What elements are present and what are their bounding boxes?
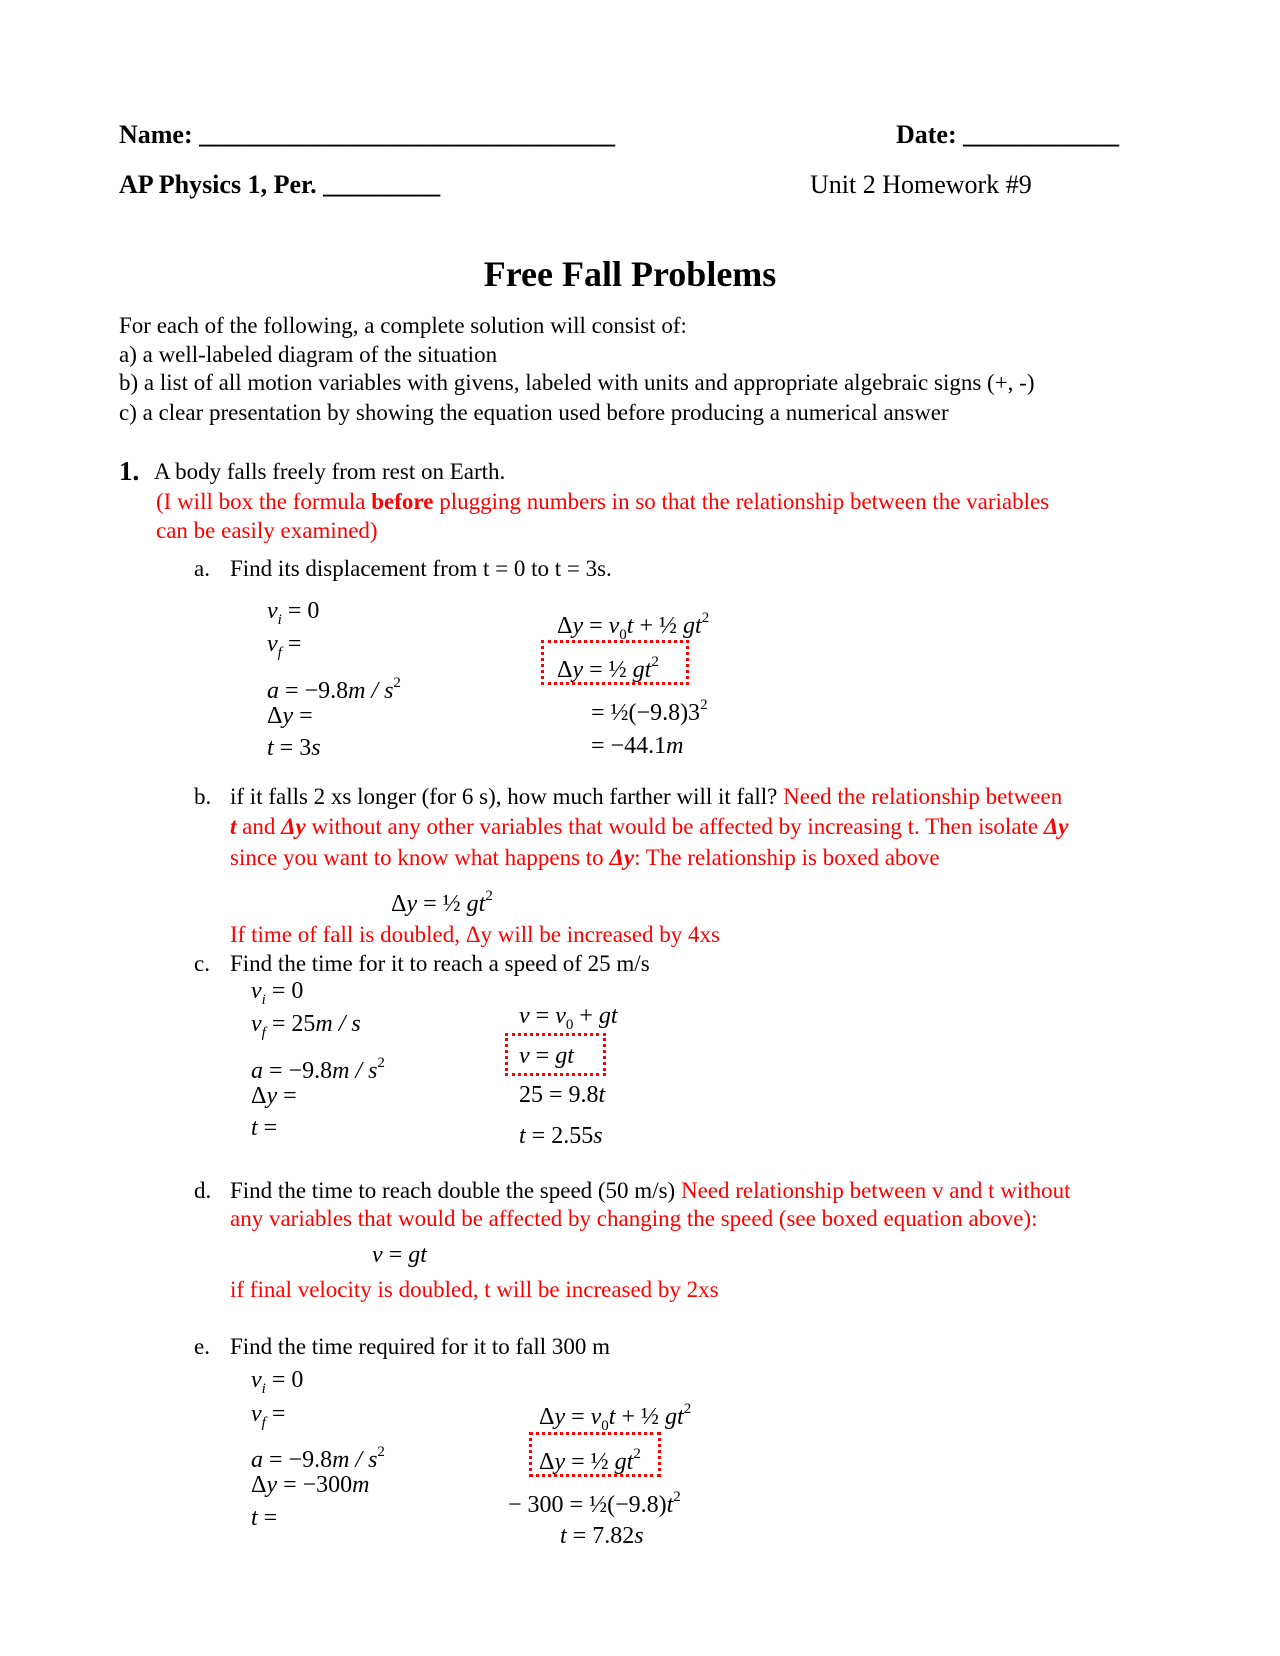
text-segment: v (590, 1404, 602, 1430)
given-dy (251, 1081, 297, 1111)
text-segment: If time of fall is doubled, Δy will be increased by 4xs (230, 922, 721, 947)
work-substitution (519, 1080, 605, 1110)
work-answer (519, 1121, 603, 1151)
text-segment: 2 (377, 1055, 385, 1071)
given-vf (251, 1009, 361, 1048)
text-segment: = (293, 703, 313, 729)
text-segment: = (529, 1043, 556, 1069)
assignment-label: Unit 2 Homework #9 (810, 170, 1032, 199)
text-segment: Δ (391, 891, 407, 917)
text-segment: any variables that would be affected by changing the speed (see boxed equation above): (230, 1206, 1038, 1231)
text-segment: Δy (609, 845, 635, 870)
page-title: Free Fall Problems (483, 254, 777, 294)
text-segment: 25 = 9.8 (519, 1082, 599, 1108)
text-segment: gt (665, 1404, 684, 1430)
text-segment: v (555, 1003, 566, 1029)
text-segment: gt (408, 1242, 427, 1268)
text-segment: without any other variables that would be affected by increasing t. Then isolate (305, 814, 1044, 839)
given-t (267, 733, 321, 763)
text-segment: can be easily examined) (156, 518, 378, 543)
text-segment: Find the time to reach double the speed (50 m/s) (230, 1178, 681, 1203)
text-segment: m / s (315, 1011, 361, 1037)
part-letter: a. (194, 556, 210, 581)
course-label: AP Physics 1, Per. (119, 170, 317, 199)
boxed-equation (539, 1439, 641, 1477)
text-segment: 2 (700, 697, 708, 713)
work-answer (591, 731, 683, 761)
intro-line: b) a list of all motion variables with givens, labeled with units and appropriate algebraic signs (+, -) (119, 370, 1035, 395)
name-label: Name: (119, 120, 193, 149)
intro-line: a) a well-labeled diagram of the situation (119, 342, 498, 367)
text-segment: = (281, 631, 302, 657)
part-letter: c. (194, 951, 210, 976)
part-b-line (230, 782, 1062, 812)
text-segment: = 7.82 (566, 1523, 635, 1549)
text-segment: v (372, 1242, 383, 1268)
part-b-line (230, 812, 1069, 842)
part-a-question: Find its displacement from t = 0 to t = 3s. (230, 556, 612, 581)
text-segment: if it falls 2 xs longer (for 6 s), how much farther will it fall? (230, 784, 784, 809)
given-vf (251, 1399, 285, 1438)
text-segment: = 0 (265, 1367, 304, 1393)
part-b-line (230, 843, 940, 873)
course-field[interactable] (119, 170, 440, 200)
name-blank[interactable]: ________________________________ (199, 120, 616, 149)
text-segment: + ½ (633, 613, 684, 639)
text-segment: Δ (539, 1449, 555, 1475)
text-segment: Need relationship between v and t without (680, 1178, 1071, 1203)
text-segment: s (634, 1523, 644, 1549)
text-segment: gt (683, 613, 702, 639)
text-segment: = (565, 1404, 591, 1430)
text-segment: i (261, 1381, 266, 1397)
text-segment: 2 (633, 1446, 641, 1462)
text-segment: t (626, 613, 634, 639)
text-segment: t (251, 1505, 258, 1531)
name-field[interactable] (119, 120, 615, 150)
text-segment: Need the relationship between (783, 784, 1063, 809)
text-segment: = 3 (273, 735, 312, 761)
text-segment: y (266, 1083, 278, 1109)
date-field[interactable] (896, 120, 1119, 150)
work-substitution (508, 1482, 681, 1520)
text-segment: = 2.55 (525, 1123, 594, 1149)
part-b-conclusion (230, 920, 720, 950)
text-segment: before (371, 489, 434, 514)
text-segment: since you want to know what happens to (230, 845, 610, 870)
text-segment: = ½ (583, 657, 633, 683)
text-segment: t (519, 1123, 526, 1149)
text-segment: 2 (683, 1401, 692, 1417)
part-letter: b. (194, 784, 212, 809)
part-e-question: Find the time required for it to fall 300 m (230, 1334, 611, 1359)
text-segment: 2 (673, 1489, 681, 1505)
text-segment: (I will box the formula (156, 489, 372, 514)
text-segment: t (608, 1404, 616, 1430)
given-dy (267, 701, 313, 731)
text-segment: v (251, 1367, 262, 1393)
text-segment: t (560, 1523, 567, 1549)
text-segment: y (406, 891, 418, 917)
text-segment: 2 (701, 610, 710, 626)
text-segment: 0 (619, 627, 627, 643)
text-segment: v (608, 613, 620, 639)
intro-line: c) a clear presentation by showing the equation used before producing a numerical answer (119, 400, 949, 425)
text-segment: = −300 (277, 1472, 353, 1498)
text-segment: = −9.8 (263, 1447, 333, 1473)
text-segment: m / s (348, 678, 394, 704)
part-d-equation (372, 1240, 427, 1270)
text-segment: t (251, 1115, 258, 1141)
text-segment: gt (598, 1003, 618, 1029)
text-segment: + ½ (615, 1404, 666, 1430)
text-segment: a (251, 1058, 263, 1084)
text-segment: 2 (651, 654, 659, 670)
text-segment: y (266, 1472, 278, 1498)
text-segment: = (265, 1401, 286, 1427)
text-segment: = (257, 1505, 278, 1531)
text-segment: Δ (251, 1472, 267, 1498)
text-segment: y (572, 613, 584, 639)
text-segment: Δ (557, 657, 573, 683)
text-segment: y (572, 657, 584, 683)
text-segment: = −9.8 (279, 678, 349, 704)
text-segment: i (261, 992, 266, 1008)
text-segment: Δ (557, 613, 573, 639)
text-segment: Δ (251, 1083, 267, 1109)
work-answer (560, 1521, 644, 1551)
part-letter: d. (194, 1178, 212, 1203)
text-segment: Δy (1043, 814, 1069, 839)
text-segment: − 300 = ½(−9.8) (508, 1492, 667, 1518)
given-t (251, 1503, 277, 1533)
part-d-line (230, 1204, 1037, 1234)
part-b-equation (391, 881, 493, 919)
text-segment: y (554, 1449, 566, 1475)
period-blank[interactable]: _________ (323, 170, 441, 199)
text-segment: = −9.8 (263, 1058, 333, 1084)
text-segment: y (282, 703, 294, 729)
text-segment: f (277, 645, 282, 661)
text-segment: = (277, 1083, 297, 1109)
text-segment: v (267, 598, 278, 624)
text-segment: a (251, 1447, 263, 1473)
given-vf (267, 629, 301, 668)
text-segment: f (261, 1025, 266, 1041)
text-segment: = ½(−9.8)3 (591, 700, 701, 726)
text-segment: v (251, 978, 262, 1004)
text-segment: gt (466, 891, 486, 917)
text-segment: s (593, 1123, 603, 1149)
text-segment: v (251, 1011, 262, 1037)
part-letter: e. (194, 1334, 210, 1359)
text-segment: Δ (267, 703, 283, 729)
text-segment: 2 (485, 888, 493, 904)
part-c-question: Find the time for it to reach a speed of 25 m/s (230, 951, 650, 976)
text-segment: v (267, 631, 278, 657)
text-segment: = ½ (565, 1449, 615, 1475)
problem-prompt: A body falls freely from rest on Earth. (154, 459, 506, 484)
text-segment: t (598, 1082, 606, 1108)
text-segment: y (554, 1404, 566, 1430)
text-segment: v (519, 1043, 530, 1069)
text-segment: gt (555, 1043, 574, 1069)
text-segment: = 0 (281, 598, 320, 624)
problem-number: 1. (119, 456, 140, 486)
date-label: Date: (896, 120, 957, 149)
part-d-line (230, 1176, 1071, 1206)
teacher-note (156, 516, 378, 546)
work-substitution (591, 690, 708, 728)
text-segment: = (257, 1115, 278, 1141)
text-segment: Δy (281, 814, 306, 839)
given-dy (251, 1470, 370, 1500)
text-segment: gt (614, 1449, 634, 1475)
text-segment: + (573, 1003, 599, 1029)
text-segment: v (251, 1401, 262, 1427)
date-blank[interactable]: ____________ (963, 120, 1120, 149)
text-segment: 0 (565, 1017, 574, 1033)
text-segment: = (382, 1242, 409, 1268)
text-segment: t (230, 814, 237, 839)
text-segment: : The relationship is boxed above (634, 845, 940, 870)
text-segment: 2 (377, 1444, 385, 1460)
boxed-equation (557, 647, 659, 685)
text-segment: s (311, 735, 321, 761)
text-segment: = −44.1 (591, 733, 667, 759)
text-segment: and (236, 814, 282, 839)
text-segment: = 25 (265, 1011, 316, 1037)
text-segment: = ½ (417, 891, 467, 917)
boxed-equation (519, 1041, 574, 1071)
text-segment: 2 (393, 675, 401, 691)
intro-line: For each of the following, a complete solution will consist of: (119, 313, 687, 338)
text-segment: m (666, 733, 684, 759)
text-segment: plugging numbers in so that the relationship between the variables (433, 489, 1050, 514)
text-segment: Δ (539, 1404, 555, 1430)
text-segment: = (529, 1003, 556, 1029)
text-segment: t (267, 735, 274, 761)
text-segment: t (666, 1492, 674, 1518)
text-segment: if final velocity is doubled, t will be increased by 2xs (230, 1277, 719, 1302)
text-segment: v (519, 1003, 530, 1029)
text-segment: gt (632, 657, 652, 683)
part-d-conclusion (230, 1275, 719, 1305)
text-segment: a (267, 678, 279, 704)
text-segment: = (583, 613, 609, 639)
text-segment: m (352, 1472, 370, 1498)
teacher-note (156, 487, 1049, 517)
text-segment: m / s (332, 1058, 378, 1084)
text-segment: m / s (332, 1447, 378, 1473)
given-t (251, 1113, 277, 1143)
text-segment: i (277, 612, 282, 628)
text-segment: 0 (601, 1418, 609, 1434)
text-segment: = 0 (265, 978, 304, 1004)
text-segment: f (261, 1415, 266, 1431)
